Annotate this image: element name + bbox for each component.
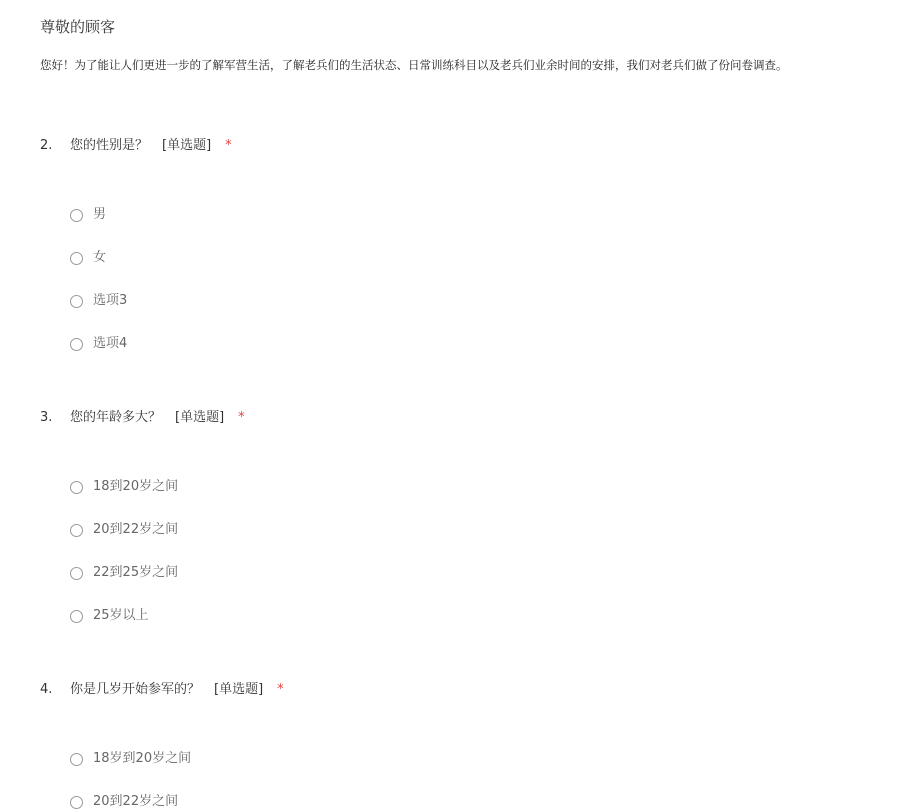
survey-title: 尊敬的顾客 [40, 18, 116, 36]
question-text: 你是几岁开始参军的？ [70, 682, 201, 697]
radio-option[interactable] [70, 520, 178, 540]
question-enlist-age [40, 680, 900, 809]
question-header [40, 136, 232, 156]
option-label: 18到20岁之间 [93, 479, 179, 494]
radio-option[interactable] [70, 606, 149, 626]
option-label: 选项4 [93, 336, 128, 351]
survey-intro: 您好！为了能让人们更进一步的了解军营生活，了解老兵们的生活状态、日常训练科目以及老兵们业余时间的安排，我们对老兵们做了份问卷调查。 [40, 58, 788, 72]
option-label: 选项3 [93, 293, 128, 308]
option-label: 18岁到20岁之间 [93, 751, 192, 766]
radio-button[interactable] [70, 796, 83, 809]
radio-option[interactable] [70, 291, 127, 311]
question-number: 2. [40, 138, 53, 153]
radio-option[interactable] [70, 563, 178, 583]
radio-button[interactable] [70, 567, 83, 580]
question-header [40, 680, 284, 700]
radio-option[interactable] [70, 749, 191, 769]
option-label: 女 [93, 250, 107, 265]
radio-button[interactable] [70, 524, 83, 537]
option-label: 20到22岁之间 [93, 522, 179, 537]
radio-button[interactable] [70, 753, 83, 766]
radio-option[interactable] [70, 205, 106, 225]
question-header [40, 408, 245, 428]
radio-button[interactable] [70, 338, 83, 351]
radio-option[interactable] [70, 477, 178, 497]
radio-button[interactable] [70, 209, 83, 222]
question-number: 3. [40, 410, 53, 425]
option-label: 22到25岁之间 [93, 565, 179, 580]
question-type: [单选题] [162, 138, 212, 153]
radio-button[interactable] [70, 295, 83, 308]
radio-button[interactable] [70, 481, 83, 494]
question-type: [单选题] [214, 682, 264, 697]
option-label: 男 [93, 207, 107, 222]
required-marker: * [238, 410, 245, 425]
radio-button[interactable] [70, 252, 83, 265]
option-label: 25岁以上 [93, 608, 149, 623]
option-label: 20到22岁之间 [93, 794, 179, 809]
question-text: 您的性别是？ [70, 138, 149, 153]
required-marker: * [225, 138, 232, 153]
radio-button[interactable] [70, 610, 83, 623]
radio-option[interactable] [70, 334, 127, 354]
question-number: 4. [40, 682, 53, 697]
required-marker: * [277, 682, 284, 697]
question-type: [单选题] [175, 410, 225, 425]
question-text: 您的年龄多大？ [70, 410, 162, 425]
radio-option[interactable] [70, 792, 178, 812]
question-age [40, 408, 900, 668]
radio-option[interactable] [70, 248, 106, 268]
question-gender [40, 136, 900, 396]
